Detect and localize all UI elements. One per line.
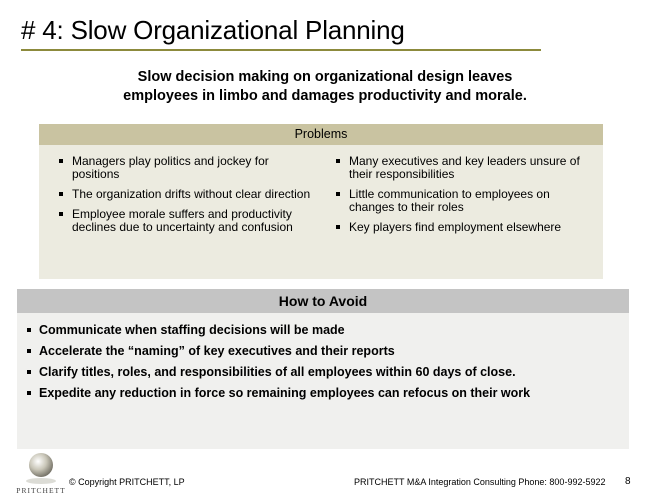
problem-text: Many executives and key leaders unsure of their responsibilities bbox=[349, 154, 580, 181]
problem-text: Key players find employment elsewhere bbox=[349, 220, 562, 234]
problem-item bbox=[336, 155, 598, 181]
avoid-text: Clarify titles, roles, and responsibilities of all employees within 60 days of close. bbox=[39, 365, 516, 379]
bullet-icon bbox=[27, 328, 31, 332]
problems-left-column bbox=[59, 155, 314, 241]
logo-text: PRITCHETT bbox=[16, 486, 66, 495]
bullet-icon bbox=[336, 192, 340, 196]
avoid-text: Accelerate the “naming” of key executives and their reports bbox=[39, 344, 395, 358]
bullet-icon bbox=[336, 159, 340, 163]
bullet-icon bbox=[59, 159, 63, 163]
avoid-item bbox=[27, 323, 625, 338]
subtitle-line-2: employees in limbo and damages productivity and morale. bbox=[123, 88, 527, 104]
problem-item bbox=[336, 221, 598, 234]
bullet-icon bbox=[27, 370, 31, 374]
pritchett-logo bbox=[16, 450, 66, 498]
problems-header: Problems bbox=[39, 124, 603, 145]
problem-text: Little communication to employees on changes to their roles bbox=[349, 187, 550, 214]
slide-subtitle bbox=[0, 68, 650, 106]
problems-panel bbox=[39, 124, 603, 279]
logo-sphere-icon bbox=[16, 450, 66, 486]
bullet-icon bbox=[59, 212, 63, 216]
page-number: 8 bbox=[625, 476, 631, 487]
problem-item bbox=[336, 188, 598, 214]
problem-item bbox=[59, 208, 314, 234]
how-to-avoid-header: How to Avoid bbox=[17, 289, 629, 313]
bullet-icon bbox=[27, 349, 31, 353]
problem-item bbox=[59, 188, 314, 201]
problem-text: Employee morale suffers and productivity declines due to uncertainty and confusion bbox=[72, 207, 293, 234]
how-to-avoid-panel bbox=[17, 289, 629, 449]
subtitle-line-1: Slow decision making on organizational design leaves bbox=[137, 69, 513, 85]
avoid-item bbox=[27, 344, 625, 359]
slide-title: # 4: Slow Organizational Planning bbox=[21, 15, 405, 45]
avoid-text: Expedite any reduction in force so remaining employees can refocus on their work bbox=[39, 386, 531, 400]
bullet-icon bbox=[59, 192, 63, 196]
how-to-avoid-list bbox=[27, 323, 625, 407]
bullet-icon bbox=[27, 391, 31, 395]
problem-text: Managers play politics and jockey for positions bbox=[72, 154, 269, 181]
avoid-text: Communicate when staffing decisions will be made bbox=[39, 323, 345, 337]
copyright-text: © Copyright PRITCHETT, LP bbox=[69, 477, 185, 487]
problems-right-column bbox=[336, 155, 598, 241]
avoid-item bbox=[27, 365, 625, 380]
problem-item bbox=[59, 155, 314, 181]
contact-text: PRITCHETT M&A Integration Consulting Phone: 800-992-5922 bbox=[354, 477, 606, 487]
problem-text: The organization drifts without clear direction bbox=[72, 187, 311, 201]
bullet-icon bbox=[336, 225, 340, 229]
title-underline bbox=[21, 49, 541, 51]
avoid-item bbox=[27, 386, 625, 401]
